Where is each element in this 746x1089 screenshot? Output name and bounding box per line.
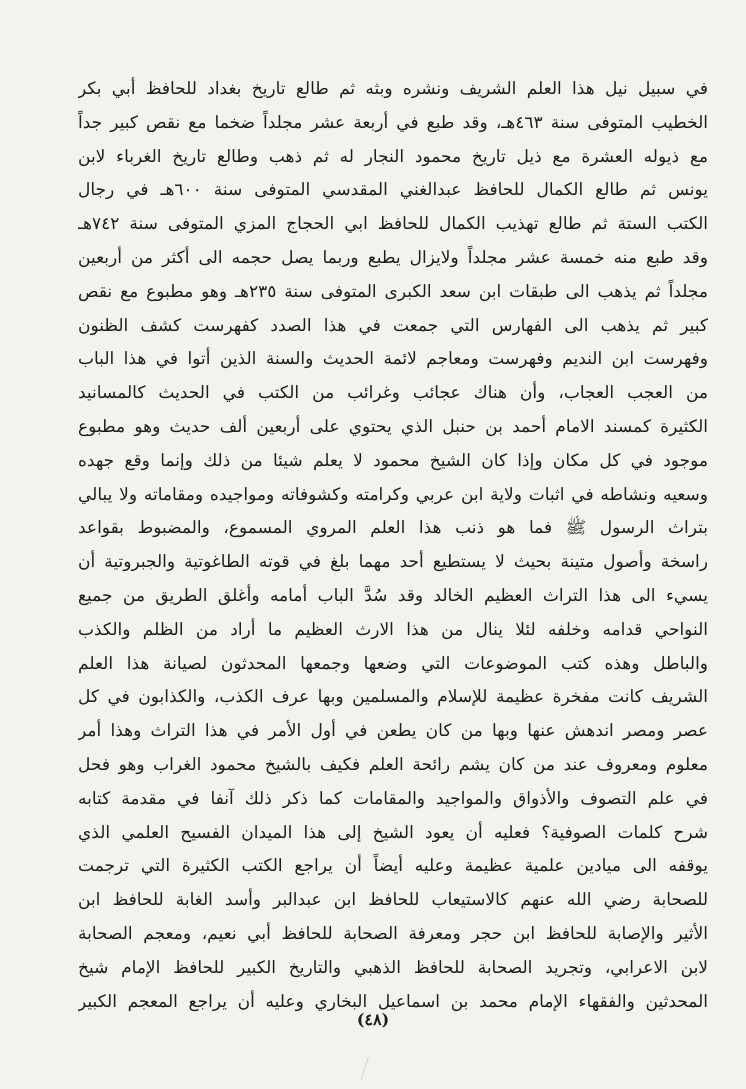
text-line: وسعيه ونشاطه في اثبات ولاية ابن عربي وكرامته وكشوفاته ومواجيده ومقاماته ولا يبالي bbox=[78, 484, 708, 505]
text-line: المحدثين والفقهاء الإمام محمد بن اسماعيل البخاري وعليه أن يراجع المعجم الكبير bbox=[78, 991, 708, 1012]
text-line: يونس ثم طالع الكمال للحافظ عبدالغني المقدسي المتوفى سنة ٦٠٠هـ في رجال bbox=[78, 180, 708, 201]
text-line: الخطيب المتوفى سنة ٤٦٣هـ، وقد طبع في أربعة عشر مجلداً ضخما مع نقص كبير جداً bbox=[78, 112, 708, 133]
text-line: الكثيرة كمسند الامام أحمد بن حنبل الذي يحتوي على أربعين ألف حديث وهو مطبوع bbox=[78, 416, 708, 437]
text-line: بتراث الرسول ﷺ فما هو ذنب هذا العلم المروي المسموع، والمضبوط بقواعد bbox=[78, 518, 708, 539]
body-text bbox=[78, 73, 708, 1019]
text-line: في سبيل نيل هذا العلم الشريف ونشره وبثه ثم طالع تاريخ بغداد للحافظ أبي بكر bbox=[78, 79, 708, 99]
text-line: في علم التصوف والأذواق والمواجيد والمقامات كما ذكر ذلك آنفا في مقدمة كتابه bbox=[78, 788, 708, 809]
text-line: للصحابة رضي الله عنهم كالاستيعاب للحافظ ابن عبدالبر وأسد الغابة للحافظ ابن bbox=[78, 890, 708, 911]
text-line: وفهرست ابن النديم وفهرست ومعاجم لائمة الحديث والسنة الذين أتوا في هذا الباب bbox=[78, 349, 708, 370]
text-line: الكتب الستة ثم طالع تهذيب الكمال للحافظ ابي الحجاج المزي المتوفى سنة ٧٤٢هـ bbox=[78, 214, 708, 235]
text-line: يوقفه الى ميادين علمية عظيمة وعليه أيضاً أن يراجع الكتب الكثيرة التي ترجمت bbox=[78, 856, 708, 877]
text-line: الأثير والإصابة للحافظ ابن حجر ومعرفة الصحابة للحافظ أبي نعيم، ومعجم الصحابة bbox=[78, 923, 708, 944]
text-line: الشريف كانت مفخرة عظيمة للإسلام والمسلمين وبها عرف الكذب، والكذابون في كل bbox=[78, 687, 708, 708]
text-line: موجود في كل مكان وإذا كان الشيخ محمود لا يعلم شيئا من ذلك وإنما وقع جهده bbox=[78, 450, 708, 471]
text-line: كبير ثم يذهب الى الفهارس التي جمعت في هذا الصدد كفهرست كشف الظنون bbox=[78, 315, 708, 336]
page-number: (٤٨) bbox=[356, 1010, 390, 1029]
paper-edge-mark bbox=[361, 1057, 379, 1083]
text-line: لابن الاعرابي، وتجريد الصحابة للحافظ الذهبي والتاريخ الكبير للحافظ الإمام شيخ bbox=[78, 957, 708, 978]
text-line: راسخة وأصول متينة بحيث لا يستطيع أحد مهما بلغ في قوته الطاغوتية والجبروتية أن bbox=[78, 552, 708, 573]
text-line: مجلداً ثم يذهب الى طبقات ابن سعد الكبرى المتوفى سنة ٢٣٥هـ وهو مطبوع مع نقص bbox=[78, 281, 708, 302]
text-line: وقد طبع منه خمسة عشر مجلداً ولايزال يطبع وربما يصل حجمه الى أكثر من أربعين bbox=[78, 247, 708, 268]
text-line: شرح كلمات الصوفية؟ فعليه أن يعود الشيخ إلى هذا الميدان الفسيح العلمي الذي bbox=[78, 822, 708, 843]
text-line: يسيء الى هذا التراث العظيم الخالد وقد سُدَّ الباب أمامه وأغلق الطريق من جميع bbox=[78, 585, 708, 606]
text-line: النواحي قدامه وخلفه لئلا ينال من هذا الارث العظيم ما أراد من الظلم والكذب bbox=[78, 619, 708, 640]
text-line: من العجب العجاب، وأن هناك عجائب وغرائب من الكتب في الحديث كالمسانيد bbox=[78, 383, 708, 404]
text-line: والباطل وهذه كتب الموضوعات التي وضعها وجمعها المحدثون لصيانة هذا العلم bbox=[78, 653, 708, 674]
text-line: عصر ومصر اندهش عنها وبها من كان يطعن في أول الأمر في هذا التراث وهذا أمر bbox=[78, 721, 708, 742]
text-line: معلوم ومعروف عند من كان يشم رائحة العلم فكيف بالشيخ محمود الغراب وهو فحل bbox=[78, 754, 708, 775]
text-line: مع ذيوله العشرة مع ذيل تاريخ محمود النجار له ثم ذهب وطالع تاريخ الغرباء لابن bbox=[78, 146, 708, 167]
